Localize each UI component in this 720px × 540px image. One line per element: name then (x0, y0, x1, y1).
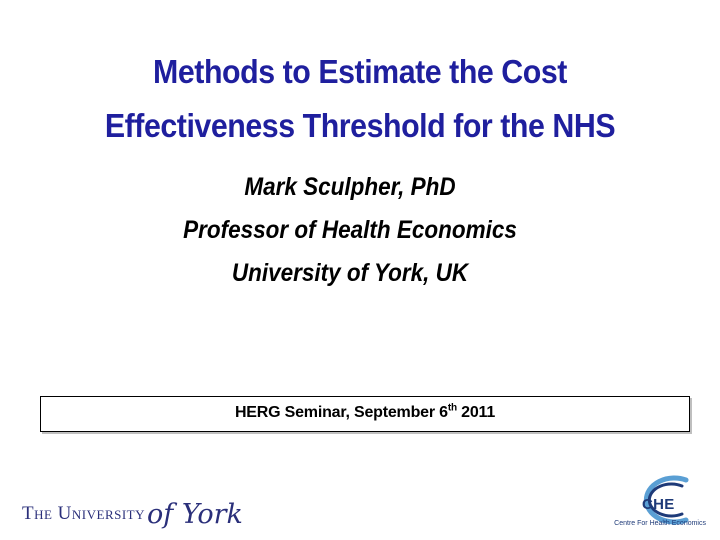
che-logo-subtitle: Centre For Health Economics (614, 520, 706, 527)
seminar-year: 2011 (461, 404, 496, 421)
title-line-1: Methods to Estimate the Cost (153, 53, 567, 90)
author-affiliation: University of York, UK (231, 259, 469, 287)
seminar-ordinal: th (447, 402, 457, 414)
seminar-box (40, 396, 690, 432)
seminar-text (235, 404, 495, 422)
author-role: Professor of Health Economics (183, 216, 517, 244)
title-line-2: Effectiveness Threshold for the NHS (104, 107, 616, 144)
author-name: Mark Sculpher, PhD (244, 173, 456, 201)
che-logo-label: CHE (642, 496, 675, 513)
york-logo-caps: The University (22, 503, 146, 524)
seminar-prefix: HERG Seminar, September 6 (234, 404, 448, 421)
che-logo (590, 474, 710, 534)
university-of-york-logo (22, 494, 243, 534)
york-logo-script: of York (147, 498, 243, 530)
